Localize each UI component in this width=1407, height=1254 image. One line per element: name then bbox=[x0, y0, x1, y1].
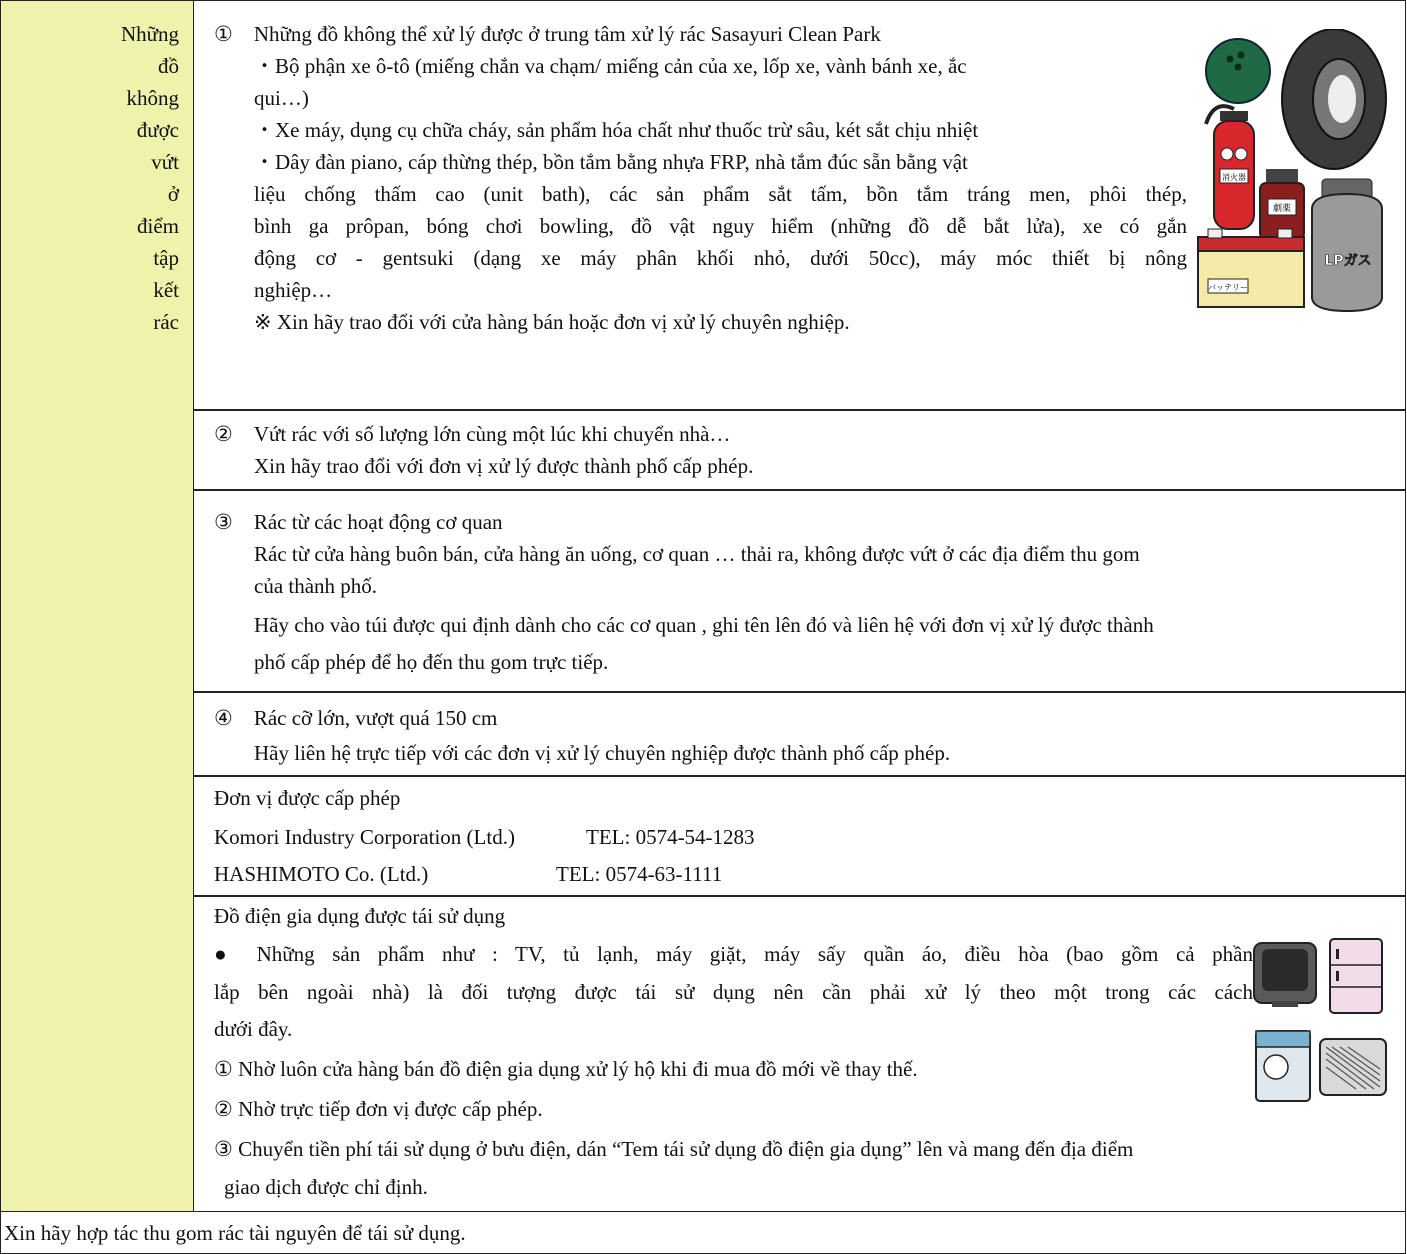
left-label-word: đồ bbox=[158, 54, 179, 78]
section-business-waste bbox=[194, 490, 1406, 692]
company-name: HASHIMOTO Co. (Ltd.) bbox=[214, 862, 429, 886]
left-label-word: tập bbox=[153, 246, 179, 270]
section-text: Rác từ cửa hàng buôn bán, cửa hàng ăn uống, cơ quan … thải ra, không được vứt ở các địa điểm thu gom bbox=[254, 542, 1140, 566]
battery-label: バッテリー bbox=[1208, 283, 1248, 292]
company-name: Komori Industry Corporation (Ltd.) bbox=[214, 825, 515, 849]
tire-icon bbox=[1282, 29, 1386, 169]
company-phone: TEL: 0574-63-1111 bbox=[556, 862, 723, 886]
list-item-continued: bình ga prôpan, bóng chơi bowling, đồ vật nguy hiểm (những đồ dễ bắt lửa), xe có gắn bbox=[254, 214, 1187, 238]
section-text: Hãy cho vào túi được qui định dành cho các cơ quan , ghi tên lên đó và liên hệ với đơn vị xử lý được thành bbox=[254, 613, 1154, 637]
gas-label: LPガス bbox=[1324, 253, 1372, 269]
car-battery-icon bbox=[1198, 229, 1304, 307]
list-item: ② Nhờ trực tiếp đơn vị được cấp phép. bbox=[214, 1097, 543, 1121]
washing-machine-icon bbox=[1256, 1031, 1310, 1101]
section-moving-waste bbox=[194, 410, 1406, 490]
refrigerator-icon bbox=[1330, 939, 1382, 1013]
left-label-word: điểm bbox=[137, 214, 179, 238]
section-text: Xin hãy trao đổi với đơn vị xử lý được thành phố cấp phép. bbox=[254, 454, 754, 478]
section-text: lắp bên ngoài nhà) là đối tượng được tái sử dụng nên cần phải xử lý theo một trong các cách bbox=[214, 980, 1253, 1004]
section-licensed-companies bbox=[194, 776, 1406, 896]
section-text: Hãy liên hệ trực tiếp với các đơn vị xử lý chuyên nghiệp được thành phố cấp phép. bbox=[254, 741, 951, 765]
left-label-word: Những bbox=[120, 22, 179, 46]
section-heading: ④ Rác cỡ lớn, vượt quá 150 cm bbox=[214, 706, 498, 730]
air-conditioner-icon bbox=[1320, 1039, 1386, 1095]
left-label-word: kết bbox=[153, 278, 179, 302]
list-item: ① Nhờ luôn cửa hàng bán đồ điện gia dụng xử lý hộ khi đi mua đồ mới về thay thế. bbox=[214, 1057, 918, 1081]
left-label-word: không bbox=[126, 86, 179, 110]
list-item: ・Dây đàn piano, cáp thừng thép, bồn tắm bằng nhựa FRP, nhà tắm đúc sẵn bằng vật bbox=[254, 150, 968, 174]
list-item-continued: qui…) bbox=[254, 86, 309, 110]
footer-cooperation-note bbox=[0, 1212, 1406, 1254]
left-label-word: rác bbox=[153, 310, 179, 334]
list-item: ③ Chuyển tiền phí tái sử dụng ở bưu điện, dán “Tem tái sử dụng đồ điện gia dụng” lên và mang đến địa điểm bbox=[214, 1137, 1134, 1161]
section-heading: ① Những đồ không thể xử lý được ở trung tâm xử lý rác Sasayuri Clean Park bbox=[214, 22, 881, 46]
section-heading: ② Vứt rác với số lượng lớn cùng một lúc khi chuyển nhà… bbox=[214, 422, 731, 446]
bowling-ball-icon bbox=[1206, 39, 1270, 103]
section-text: ● Những sản phẩm như : TV, tủ lạnh, máy giặt, máy sấy quần áo, điều hòa (bao gồm cả phần bbox=[214, 942, 1253, 966]
left-label-word: vứt bbox=[151, 150, 179, 174]
company-phone: TEL: 0574-54-1283 bbox=[586, 825, 755, 849]
section-unprocessable-items bbox=[194, 0, 1406, 410]
chemical-label: 劇薬 bbox=[1272, 204, 1292, 214]
left-label-word: được bbox=[136, 118, 179, 142]
list-item-continued: liệu chống thấm cao (unit bath), các sản phẩm sắt tấm, bồn tắm tráng men, phôi thép, bbox=[254, 182, 1187, 206]
list-item-continued: giao dịch được chỉ định. bbox=[224, 1175, 428, 1199]
extinguisher-label: 消火器 bbox=[1222, 173, 1246, 182]
appliances-illustration bbox=[1252, 935, 1392, 1105]
section-home-appliances bbox=[194, 896, 1406, 1212]
section-text: dưới đây. bbox=[214, 1017, 293, 1041]
section-text: phố cấp phép để họ đến thu gom trực tiếp. bbox=[254, 650, 609, 674]
left-label-column bbox=[0, 0, 194, 1212]
note-text: ※ Xin hãy trao đổi với cửa hàng bán hoặc đơn vị xử lý chuyên nghiệp. bbox=[254, 310, 850, 334]
tv-icon bbox=[1254, 943, 1316, 1007]
list-item: ・Bộ phận xe ô-tô (miếng chắn va chạm/ miếng cản của xe, lốp xe, vành bánh xe, ắc bbox=[254, 54, 967, 78]
list-item: ・Xe máy, dụng cụ chữa cháy, sản phẩm hóa chất như thuốc trừ sâu, két sắt chịu nhiệt bbox=[254, 118, 979, 142]
section-text: của thành phố. bbox=[254, 574, 378, 598]
footer-text: Xin hãy hợp tác thu gom rác tài nguyên để tái sử dụng. bbox=[4, 1221, 466, 1245]
fire-extinguisher-icon bbox=[1206, 106, 1254, 229]
section-heading: ③ Rác từ các hoạt động cơ quan bbox=[214, 510, 503, 534]
section-oversized-waste bbox=[194, 692, 1406, 776]
hazardous-items-illustration bbox=[1194, 29, 1394, 319]
gas-cylinder-icon bbox=[1312, 179, 1382, 311]
list-item-continued: nghiệp… bbox=[254, 278, 333, 302]
section-heading: Đồ điện gia dụng được tái sử dụng bbox=[214, 904, 506, 928]
list-item-continued: động cơ - gentsuki (dạng xe máy phân khối nhỏ, dưới 50cc), máy móc thiết bị nông bbox=[254, 246, 1187, 270]
section-heading: Đơn vị được cấp phép bbox=[214, 786, 401, 810]
left-label-word: ở bbox=[167, 182, 179, 206]
